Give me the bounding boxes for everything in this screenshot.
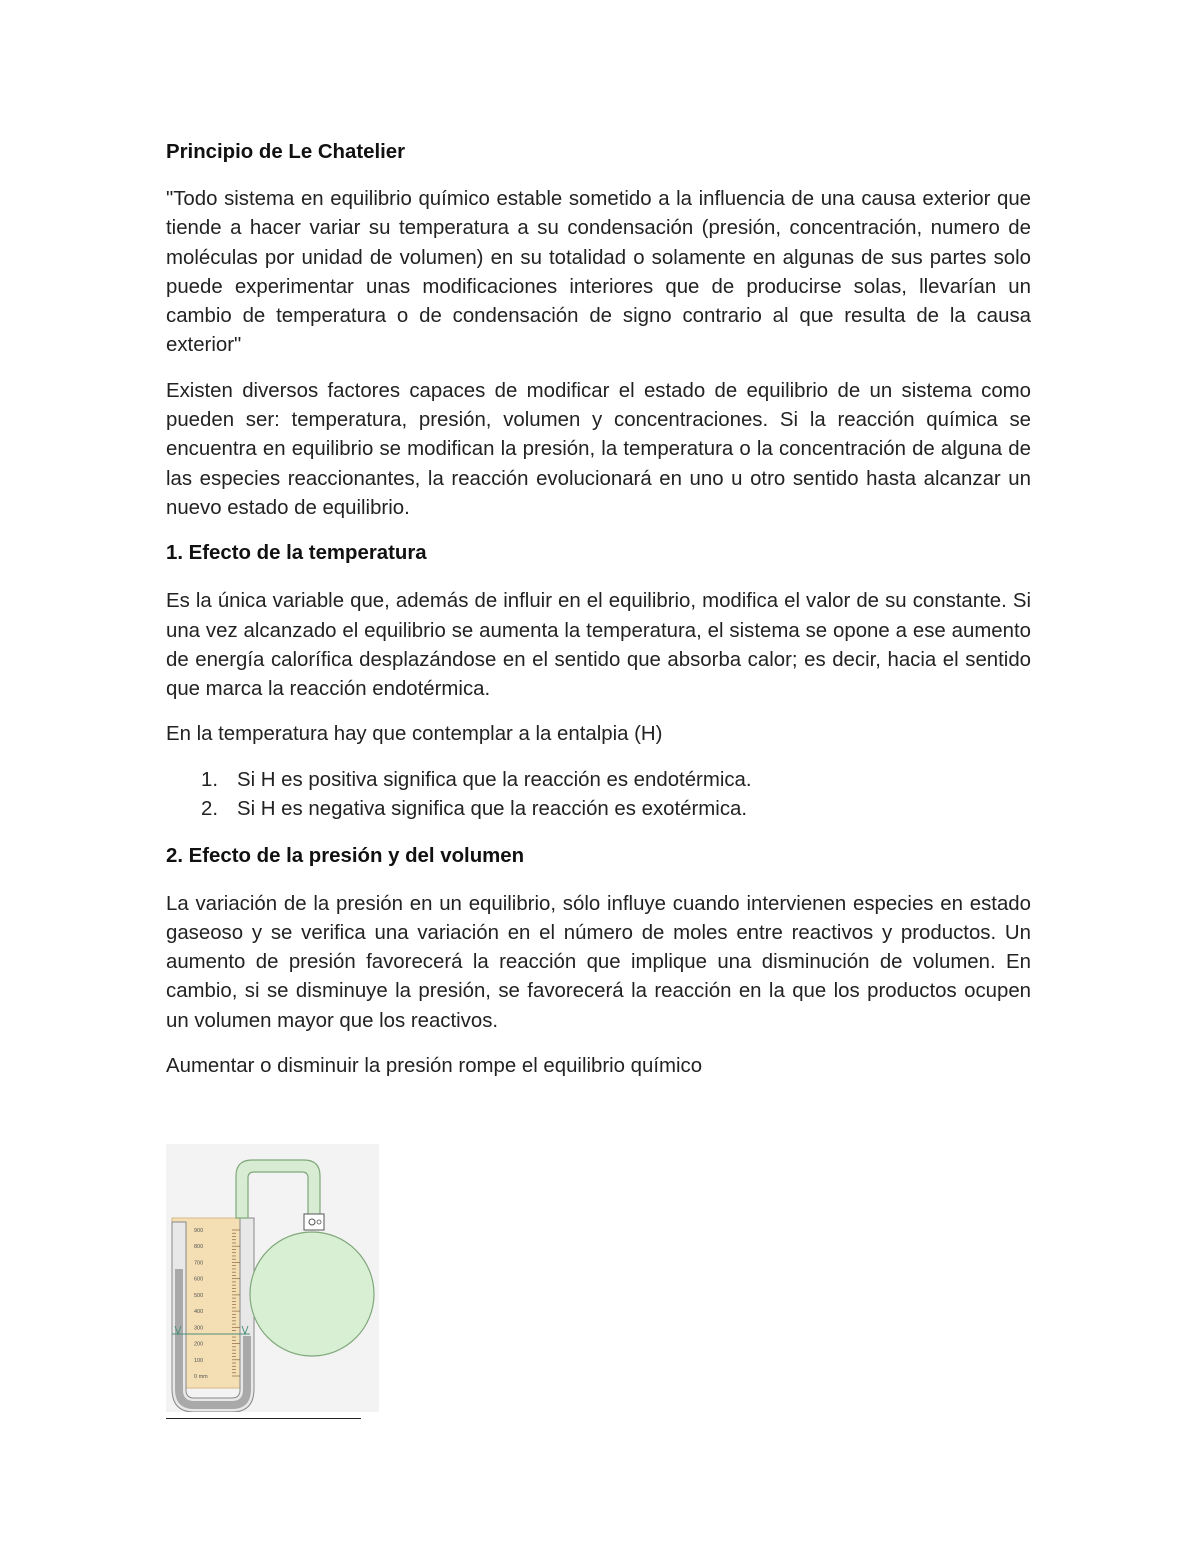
scale-label: 300 (194, 1325, 204, 1332)
section-heading-pressure: 2. Efecto de la presión y del volumen (166, 844, 525, 867)
scale-label: 0 mm (194, 1374, 208, 1380)
scale-label: 400 (194, 1309, 204, 1316)
manometer-illustration (166, 1144, 379, 1412)
page-title: Principio de Le Chatelier (166, 141, 406, 163)
closing-sentence: Aumentar o disminuir la presión rompe el equilibrio químico (166, 1055, 703, 1078)
pressure-paragraph: La variación de la presión en un equilibrio, sólo influye cuando intervienen especies en estado gaseoso y se verifica una variación en el número de moles entre reactivos y productos. Un aumento de presión favorecerá la reacción que implique una disminución de volumen. En cambio, si se disminuye la presión, se favorecerá la reacción en la que los productos ocupen un volumen mayor que los reactivos. (166, 892, 1031, 1032)
gas-flask (250, 1232, 374, 1356)
scale-label: 700 (194, 1260, 204, 1267)
connecting-tube (236, 1160, 320, 1218)
scale-label: 200 (194, 1341, 204, 1348)
list-item (166, 766, 1031, 795)
scale-label: 600 (194, 1276, 204, 1283)
quote-paragraph: "Todo sistema en equilibrio químico estable sometido a la influencia de una causa exterior que tiende a hacer variar su temperatura a su condensación (presión, concentración, numero de moléculas por unidad de volumen) en su totalidad o solamente en algunas de sus partes solo puede experimentar unas modificaciones interiores que de producirse solas, llevarían un cambio de temperatura o de condensación de signo contrario al que resulta de la causa exterior" (166, 188, 1031, 357)
list-item-text: Si H es positiva significa que la reacción es endotérmica. (237, 768, 752, 791)
scale-label: 800 (194, 1244, 204, 1251)
enthalpy-list (166, 766, 1031, 825)
scale-label: 100 (194, 1357, 204, 1364)
intro-paragraph: Existen diversos factores capaces de modificar el estado de equilibrio de un sistema como pueden ser: temperatura, presión, volumen y concentraciones. Si la reacción química se encuentra en equilibrio se modifican la presión, la temperatura o la concentración de alguna de las especies reaccionantes, la reacción evolucionará en uno u otro sentido hasta alcanzar un nuevo estado de equilibrio. (166, 379, 1031, 519)
list-item (166, 795, 1031, 824)
manometer-figure (166, 1144, 379, 1412)
list-item-text: Si H es negativa significa que la reacción es exotérmica. (237, 798, 748, 821)
enthalpy-lead: En la temperatura hay que contemplar a la entalpia (H) (166, 723, 663, 746)
list-item-number: 1. (201, 768, 219, 791)
section-heading-temperature: 1. Efecto de la temperatura (166, 542, 427, 565)
document-body (166, 138, 1031, 1097)
list-item-number: 2. (201, 798, 219, 821)
scale-label: 500 (194, 1292, 204, 1299)
temperature-paragraph: Es la única variable que, además de influir en el equilibrio, modifica el valor de su constante. Si una vez alcanzado el equilibrio se aumenta la temperatura, el sistema se opone a ese aumento de energía calorífica desplazándose en el sentido que absorba calor; es decir, hacia el sentido que marca la reacción endotérmica. (166, 590, 1031, 701)
footnote-separator (166, 1418, 361, 1419)
scale-label: 900 (194, 1228, 204, 1234)
